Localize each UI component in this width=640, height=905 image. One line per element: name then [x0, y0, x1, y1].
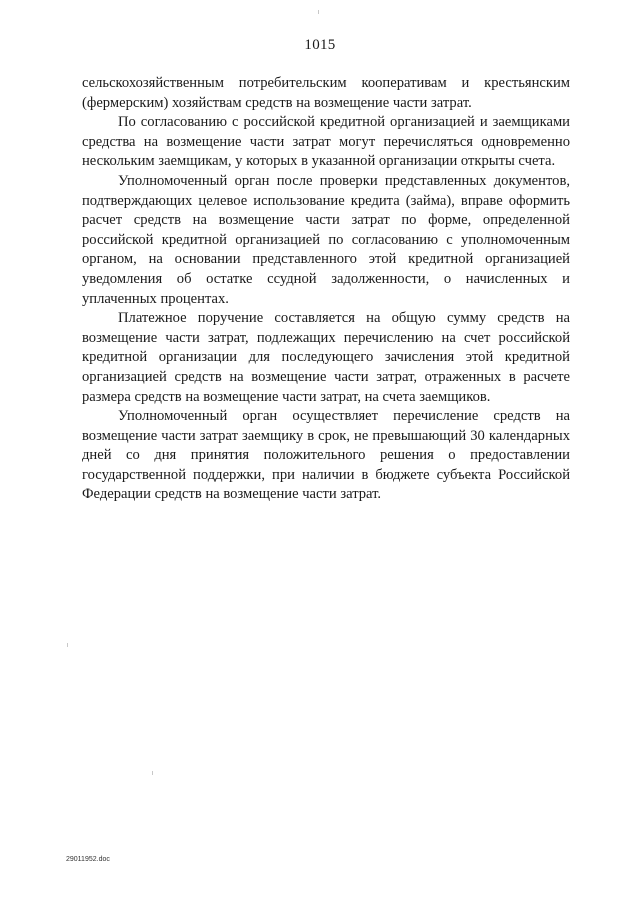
- paragraph-transfer: Уполномоченный орган осуществляет перечисление средств на возмещение части затрат заемщику в срок, не превышающий 30 календарных дней со дня принятия положительного решения о предоставлении государственной поддержки, при наличии в бюджете субъекта Российской Федерации средств на возмещение части затрат.: [82, 408, 570, 503]
- page-number: 1015: [304, 37, 336, 53]
- document-body: [82, 74, 570, 505]
- scan-mark-top: [318, 10, 319, 14]
- paragraph-payment-order: Платежное поручение составляется на общую сумму средств на возмещение части затрат, подлежащих перечислению на счет российской кредитной организации для последующего зачисления этой кредитной организацией средств на возмещение части затрат, отраженных в расчете размера средств на возмещение части затрат, на счета заемщиков.: [82, 310, 570, 405]
- paragraph-agreement: По согласованию с российской кредитной организацией и заемщиками средства на возмещение части затрат могут перечисляться одновременно нескольким заемщикам, у которых в указанной организации открыты счета.: [82, 114, 570, 170]
- scan-mark-lower: [152, 771, 153, 775]
- scan-mark-left: [67, 643, 68, 647]
- paragraph-continuation: сельскохозяйственным потребительским кооперативам и крестьянским (фермерским) хозяйствам средств на возмещение части затрат.: [82, 75, 570, 111]
- footer-filename: 29011952.doc: [66, 856, 110, 863]
- paragraph-calculation: Уполномоченный орган после проверки представленных документов, подтверждающих целевое использование кредита (займа), вправе оформить расчет средств на возмещение части затрат по форме, определенной российской кредитной организацией по согласованию с уполномоченным органом, на основании представленного этой кредитной организацией уведомления об остатке ссудной задолженности, о начисленных и уплаченных процентах.: [82, 172, 570, 307]
